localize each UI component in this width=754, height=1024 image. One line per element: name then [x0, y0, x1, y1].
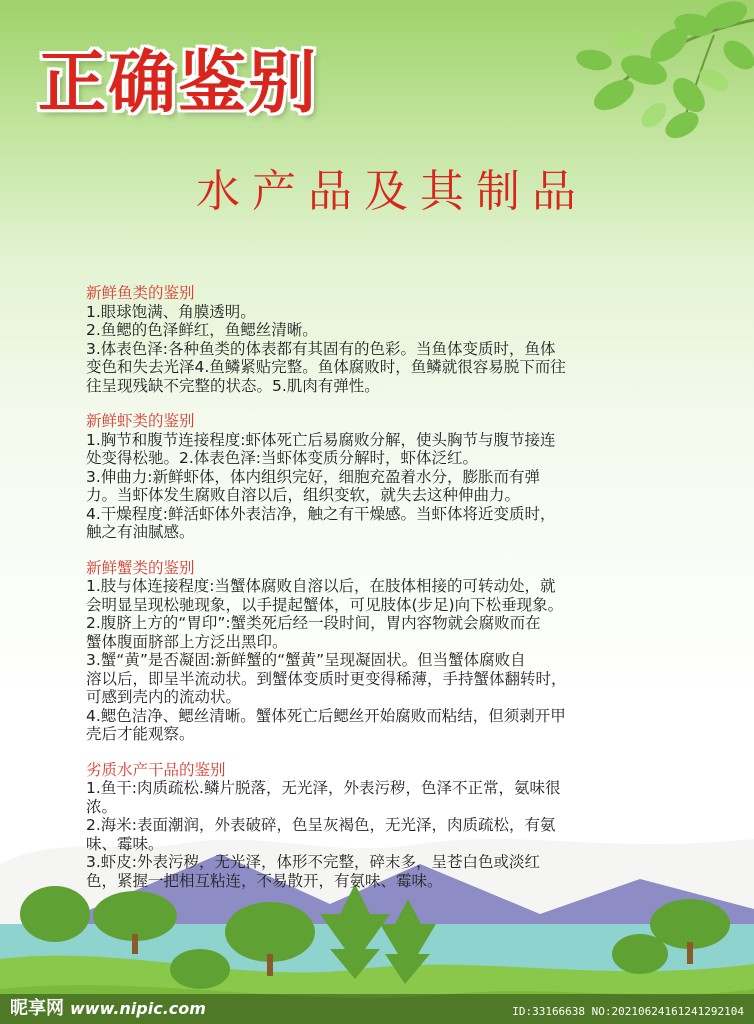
watermark-logo-text: 昵享网: [10, 998, 64, 1019]
section-inferior-dried: [86, 761, 686, 891]
section-line: 溶以后，即呈半流动状。到蟹体变质时更变得稀薄，手持蟹体翻转时，: [86, 669, 567, 688]
content-area: [86, 284, 686, 907]
section-line: 4.干燥程度:鲜活虾体外表洁净，触之有干燥感。当虾体将近变质时，: [86, 504, 556, 523]
section-line: 3.体表色泽:各种鱼类的体表都有其固有的色彩。当鱼体变质时，鱼体: [86, 339, 556, 358]
section-line: 3.伸曲力:新鲜虾体，体内组织完好，细胞充盈着水分，膨胀而有弹: [86, 467, 541, 486]
section-line: 2.腹脐上方的“胃印”:蟹类死后经一段时间，胃内容物就会腐败而在: [86, 614, 541, 632]
section-line: 壳后才能观察。: [86, 725, 195, 743]
section-line: 3.蟹“黄”是否凝固:新鲜蟹的“蟹黄”呈现凝固状。但当蟹体腐败自: [86, 651, 526, 669]
poster-title: 正确鉴别: [38, 44, 319, 123]
section-line: 2.海米:表面潮润，外表破碎，色呈灰褐色，无光泽，肉质疏松，有氨: [86, 816, 556, 834]
section-line: 味、霉味。: [86, 834, 164, 853]
section-line: 往呈现残缺不完整的状态。5.肌肉有弹性。: [86, 376, 380, 395]
section-line: 1.胸节和腹节连接程度:虾体死亡后易腐败分解，使头胸节与腹节接连: [86, 430, 556, 449]
section-title: 新鲜鱼类的鉴别: [86, 284, 195, 302]
section-title: 新鲜虾类的鉴别: [86, 412, 195, 430]
leaves-illustration: [454, 0, 754, 150]
section-line: 蟹体腹面脐部上方泛出黑印。: [86, 632, 288, 651]
watermark-id: ID:33166638 NO:20210624161241292104: [512, 1005, 744, 1018]
section-line: 会明显呈现松驰现象，以手提起蟹体，可见肢体(步足)向下松垂现象。: [86, 595, 564, 614]
section-line: 色，紧握一把相互粘连，不易散开，有氨味、霉味。: [86, 871, 443, 890]
section-line: 触之有油腻感。: [86, 523, 195, 541]
section-line: 1.肢与体连接程度:当蟹体腐败自溶以后，在肢体相接的可转动处，就: [86, 577, 556, 595]
section-fresh-crab: [86, 559, 686, 744]
section-line: 浓。: [86, 797, 118, 816]
watermark-bar: [0, 994, 754, 1024]
section-title: 新鲜蟹类的鉴别: [86, 558, 195, 577]
section-fresh-shrimp: [86, 412, 686, 542]
section-title: 劣质水产干品的鉴别: [86, 760, 226, 779]
section-line: 力。当虾体发生腐败自溶以后，组织变软，就失去这种伸曲力。: [86, 486, 521, 504]
watermark-url: www.nipic.com: [70, 999, 206, 1018]
section-fresh-fish: [86, 284, 686, 395]
section-line: 可感到壳内的流动状。: [86, 688, 242, 706]
section-line: 处变得松驰。2.体表色泽:当虾体变质分解时，虾体泛红。: [86, 449, 479, 467]
section-line: 4.鳃色洁净、鳃丝清晰。蟹体死亡后鳃丝开始腐败而粘结，但须剥开甲: [86, 706, 566, 725]
watermark-logo: [10, 994, 206, 1020]
section-line: 2.鱼鳃的色泽鲜红，鱼鳃丝清晰。: [86, 321, 318, 339]
section-line: 3.虾皮:外表污秽，无光泽，体形不完整，碎末多，呈苍白色或淡红: [86, 853, 541, 871]
section-line: 1.鱼干:肉质疏松.鳞片脱落，无光泽，外表污秽，色泽不正常，氨味很: [86, 779, 561, 797]
poster-subtitle: 水产品及其制品: [196, 166, 588, 217]
section-line: 1.眼球饱满、角膜透明。: [86, 302, 256, 321]
section-line: 变色和失去光泽4.鱼鳞紧贴完整。鱼体腐败时，鱼鳞就很容易脱下而往: [86, 358, 566, 376]
